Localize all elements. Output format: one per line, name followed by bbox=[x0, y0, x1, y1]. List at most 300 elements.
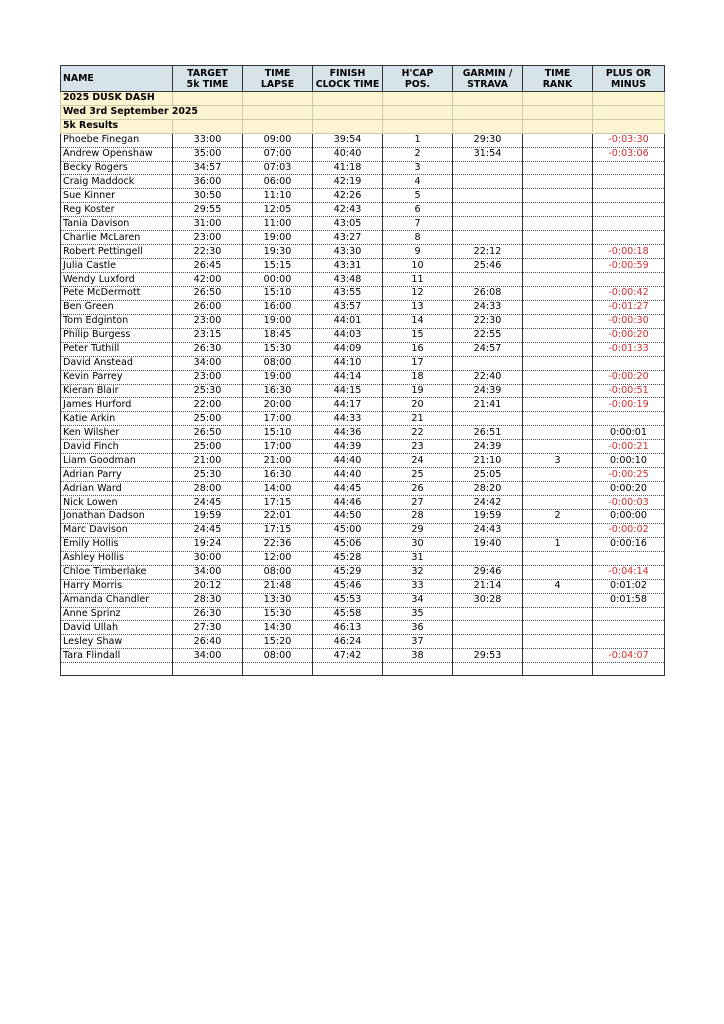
time-rank bbox=[523, 593, 593, 607]
target-time: 19:59 bbox=[173, 509, 243, 523]
target-time: 23:00 bbox=[173, 314, 243, 328]
table-row bbox=[61, 496, 665, 510]
target-time: 26:30 bbox=[173, 607, 243, 621]
plus-minus bbox=[593, 635, 665, 649]
plus-minus bbox=[593, 551, 665, 565]
table-row bbox=[61, 273, 665, 287]
hcap-pos: 30 bbox=[383, 537, 453, 551]
time-lapse: 12:05 bbox=[243, 203, 313, 217]
time-lapse: 21:48 bbox=[243, 579, 313, 593]
time-lapse: 08:00 bbox=[243, 565, 313, 579]
time-rank bbox=[523, 607, 593, 621]
table-row bbox=[61, 259, 665, 273]
runner-name: Adrian Ward bbox=[61, 482, 173, 496]
time-lapse: 07:03 bbox=[243, 161, 313, 175]
plus-minus: -0:00:03 bbox=[593, 496, 665, 510]
garmin-time bbox=[453, 551, 523, 565]
time-lapse: 17:00 bbox=[243, 412, 313, 426]
table-row bbox=[61, 370, 665, 384]
finish-time: 45:00 bbox=[313, 523, 383, 537]
table-row bbox=[61, 189, 665, 203]
finish-time: 44:40 bbox=[313, 468, 383, 482]
runner-name: Anne Sprinz bbox=[61, 607, 173, 621]
hcap-pos: 24 bbox=[383, 454, 453, 468]
time-rank bbox=[523, 217, 593, 231]
title-row bbox=[61, 92, 665, 106]
target-time: 26:30 bbox=[173, 342, 243, 356]
header-rank: TIME RANK bbox=[523, 66, 593, 92]
table-row bbox=[61, 300, 665, 314]
time-rank bbox=[523, 635, 593, 649]
target-time: 26:45 bbox=[173, 259, 243, 273]
results-rows bbox=[61, 133, 665, 676]
table-row bbox=[61, 565, 665, 579]
garmin-time: 19:40 bbox=[453, 537, 523, 551]
plus-minus: 0:00:01 bbox=[593, 426, 665, 440]
table-row bbox=[61, 398, 665, 412]
plus-minus: -0:00:51 bbox=[593, 384, 665, 398]
time-lapse: 15:15 bbox=[243, 259, 313, 273]
runner-name: Jonathan Dadson bbox=[61, 509, 173, 523]
plus-minus: -0:00:21 bbox=[593, 440, 665, 454]
time-rank bbox=[523, 426, 593, 440]
hcap-pos: 11 bbox=[383, 273, 453, 287]
time-rank bbox=[523, 259, 593, 273]
table-row bbox=[61, 133, 665, 147]
subtitle-row bbox=[61, 119, 665, 133]
garmin-time: 29:46 bbox=[453, 565, 523, 579]
finish-time: 45:46 bbox=[313, 579, 383, 593]
garmin-time bbox=[453, 356, 523, 370]
hcap-pos: 27 bbox=[383, 496, 453, 510]
finish-time: 44:10 bbox=[313, 356, 383, 370]
time-rank bbox=[523, 300, 593, 314]
garmin-time: 24:33 bbox=[453, 300, 523, 314]
time-rank bbox=[523, 523, 593, 537]
runner-name: Philip Burgess bbox=[61, 328, 173, 342]
hcap-pos: 23 bbox=[383, 440, 453, 454]
garmin-time bbox=[453, 273, 523, 287]
runner-name: Chloe Timberlake bbox=[61, 565, 173, 579]
plus-minus: 0:00:16 bbox=[593, 537, 665, 551]
hcap-pos: 36 bbox=[383, 621, 453, 635]
hcap-pos: 8 bbox=[383, 231, 453, 245]
plus-minus: 0:01:02 bbox=[593, 579, 665, 593]
finish-time: 41:18 bbox=[313, 161, 383, 175]
finish-time: 43:57 bbox=[313, 300, 383, 314]
table-row bbox=[61, 440, 665, 454]
time-lapse: 17:00 bbox=[243, 440, 313, 454]
finish-time: 40:40 bbox=[313, 147, 383, 161]
finish-time: 44:46 bbox=[313, 496, 383, 510]
time-rank bbox=[523, 189, 593, 203]
time-lapse: 11:00 bbox=[243, 217, 313, 231]
target-time: 34:57 bbox=[173, 161, 243, 175]
plus-minus: -0:00:20 bbox=[593, 328, 665, 342]
plus-minus: -0:00:02 bbox=[593, 523, 665, 537]
finish-time: 47:42 bbox=[313, 649, 383, 663]
hcap-pos: 10 bbox=[383, 259, 453, 273]
finish-time: 44:50 bbox=[313, 509, 383, 523]
time-lapse: 18:45 bbox=[243, 328, 313, 342]
plus-minus bbox=[593, 273, 665, 287]
target-time: 22:00 bbox=[173, 398, 243, 412]
target-time: 34:00 bbox=[173, 356, 243, 370]
header-plus: PLUS OR MINUS bbox=[593, 66, 665, 92]
garmin-time: 22:55 bbox=[453, 328, 523, 342]
garmin-time: 22:40 bbox=[453, 370, 523, 384]
garmin-time: 19:59 bbox=[453, 509, 523, 523]
finish-time: 44:01 bbox=[313, 314, 383, 328]
time-lapse: 16:30 bbox=[243, 384, 313, 398]
hcap-pos: 14 bbox=[383, 314, 453, 328]
time-lapse: 17:15 bbox=[243, 523, 313, 537]
hcap-pos: 17 bbox=[383, 356, 453, 370]
garmin-time bbox=[453, 231, 523, 245]
time-rank bbox=[523, 342, 593, 356]
finish-time: 44:03 bbox=[313, 328, 383, 342]
runner-name: James Hurford bbox=[61, 398, 173, 412]
garmin-time bbox=[453, 203, 523, 217]
hcap-pos: 4 bbox=[383, 175, 453, 189]
column-header-row bbox=[61, 66, 665, 92]
hcap-pos: 31 bbox=[383, 551, 453, 565]
plus-minus bbox=[593, 161, 665, 175]
runner-name: Wendy Luxford bbox=[61, 273, 173, 287]
plus-minus: 0:00:10 bbox=[593, 454, 665, 468]
table-row bbox=[61, 231, 665, 245]
finish-time: 46:24 bbox=[313, 635, 383, 649]
time-rank bbox=[523, 496, 593, 510]
target-time: 21:00 bbox=[173, 454, 243, 468]
garmin-time bbox=[453, 412, 523, 426]
table-row bbox=[61, 342, 665, 356]
garmin-time: 22:30 bbox=[453, 314, 523, 328]
time-rank bbox=[523, 328, 593, 342]
runner-name: Phoebe Finegan bbox=[61, 133, 173, 147]
finish-time: 43:48 bbox=[313, 273, 383, 287]
plus-minus: 0:00:00 bbox=[593, 509, 665, 523]
hcap-pos: 16 bbox=[383, 342, 453, 356]
hcap-pos: 20 bbox=[383, 398, 453, 412]
header-name: NAME bbox=[61, 66, 173, 92]
target-time: 19:24 bbox=[173, 537, 243, 551]
table-row bbox=[61, 384, 665, 398]
time-lapse: 14:30 bbox=[243, 621, 313, 635]
table-row bbox=[61, 175, 665, 189]
garmin-time: 21:41 bbox=[453, 398, 523, 412]
time-rank: 1 bbox=[523, 537, 593, 551]
hcap-pos: 33 bbox=[383, 579, 453, 593]
garmin-time bbox=[453, 189, 523, 203]
finish-time: 44:39 bbox=[313, 440, 383, 454]
runner-name: Harry Morris bbox=[61, 579, 173, 593]
table-row bbox=[61, 426, 665, 440]
garmin-time: 25:05 bbox=[453, 468, 523, 482]
table-row bbox=[61, 161, 665, 175]
hcap-pos: 6 bbox=[383, 203, 453, 217]
time-lapse: 15:20 bbox=[243, 635, 313, 649]
target-time: 30:50 bbox=[173, 189, 243, 203]
runner-name: Ken Wilsher bbox=[61, 426, 173, 440]
hcap-pos: 21 bbox=[383, 412, 453, 426]
target-time: 26:50 bbox=[173, 286, 243, 300]
plus-minus bbox=[593, 203, 665, 217]
plus-minus bbox=[593, 356, 665, 370]
header-lapse: TIME LAPSE bbox=[243, 66, 313, 92]
table-row bbox=[61, 314, 665, 328]
time-lapse: 15:10 bbox=[243, 426, 313, 440]
time-rank bbox=[523, 203, 593, 217]
plus-minus: -0:04:07 bbox=[593, 649, 665, 663]
finish-time: 44:40 bbox=[313, 454, 383, 468]
target-time: 31:00 bbox=[173, 217, 243, 231]
runner-name: David Anstead bbox=[61, 356, 173, 370]
runner-name: Marc Davison bbox=[61, 523, 173, 537]
header-garmin: GARMIN / STRAVA bbox=[453, 66, 523, 92]
finish-time: 45:28 bbox=[313, 551, 383, 565]
info-block bbox=[61, 92, 665, 134]
table-row bbox=[61, 509, 665, 523]
finish-time: 44:33 bbox=[313, 412, 383, 426]
time-lapse: 06:00 bbox=[243, 175, 313, 189]
time-rank bbox=[523, 384, 593, 398]
runner-name: Amanda Chandler bbox=[61, 593, 173, 607]
hcap-pos: 26 bbox=[383, 482, 453, 496]
results-subtitle: 5k Results bbox=[61, 119, 173, 133]
time-rank: 2 bbox=[523, 509, 593, 523]
time-rank: 4 bbox=[523, 579, 593, 593]
finish-time: 44:17 bbox=[313, 398, 383, 412]
target-time: 30:00 bbox=[173, 551, 243, 565]
time-lapse: 19:00 bbox=[243, 314, 313, 328]
finish-time: 42:19 bbox=[313, 175, 383, 189]
plus-minus bbox=[593, 175, 665, 189]
target-time: 25:30 bbox=[173, 384, 243, 398]
results-table bbox=[60, 65, 665, 676]
time-rank bbox=[523, 649, 593, 663]
target-time: 25:00 bbox=[173, 412, 243, 426]
runner-name: Julia Castle bbox=[61, 259, 173, 273]
finish-time: 44:36 bbox=[313, 426, 383, 440]
table-row bbox=[61, 468, 665, 482]
event-date: Wed 3rd September 2025 bbox=[61, 105, 243, 119]
time-lapse: 15:30 bbox=[243, 342, 313, 356]
runner-name: Tom Edginton bbox=[61, 314, 173, 328]
finish-time: 45:58 bbox=[313, 607, 383, 621]
time-lapse: 22:01 bbox=[243, 509, 313, 523]
finish-time: 46:13 bbox=[313, 621, 383, 635]
hcap-pos: 29 bbox=[383, 523, 453, 537]
plus-minus: -0:00:42 bbox=[593, 286, 665, 300]
target-time: 36:00 bbox=[173, 175, 243, 189]
time-rank bbox=[523, 286, 593, 300]
target-time: 34:00 bbox=[173, 649, 243, 663]
garmin-time: 21:10 bbox=[453, 454, 523, 468]
table-row bbox=[61, 203, 665, 217]
header-finish: FINISH CLOCK TIME bbox=[313, 66, 383, 92]
garmin-time: 30:28 bbox=[453, 593, 523, 607]
runner-name: Lesley Shaw bbox=[61, 635, 173, 649]
plus-minus: -0:01:27 bbox=[593, 300, 665, 314]
target-time: 25:30 bbox=[173, 468, 243, 482]
plus-minus: -0:03:30 bbox=[593, 133, 665, 147]
date-row bbox=[61, 105, 665, 119]
plus-minus: -0:00:18 bbox=[593, 245, 665, 259]
runner-name: Kevin Parrey bbox=[61, 370, 173, 384]
runner-name: Kieran Blair bbox=[61, 384, 173, 398]
runner-name: Liam Goodman bbox=[61, 454, 173, 468]
table-row bbox=[61, 579, 665, 593]
garmin-time: 29:53 bbox=[453, 649, 523, 663]
plus-minus: -0:00:25 bbox=[593, 468, 665, 482]
time-rank bbox=[523, 245, 593, 259]
plus-minus bbox=[593, 607, 665, 621]
plus-minus: -0:03:06 bbox=[593, 147, 665, 161]
hcap-pos: 32 bbox=[383, 565, 453, 579]
garmin-time: 24:39 bbox=[453, 440, 523, 454]
target-time: 23:00 bbox=[173, 370, 243, 384]
runner-name: Becky Rogers bbox=[61, 161, 173, 175]
plus-minus bbox=[593, 412, 665, 426]
finish-time: 42:43 bbox=[313, 203, 383, 217]
event-title: 2025 DUSK DASH bbox=[61, 92, 173, 106]
target-time: 28:00 bbox=[173, 482, 243, 496]
empty-row bbox=[61, 663, 665, 676]
plus-minus: -0:00:30 bbox=[593, 314, 665, 328]
plus-minus bbox=[593, 189, 665, 203]
plus-minus bbox=[593, 217, 665, 231]
hcap-pos: 35 bbox=[383, 607, 453, 621]
finish-time: 45:29 bbox=[313, 565, 383, 579]
table-row bbox=[61, 551, 665, 565]
hcap-pos: 5 bbox=[383, 189, 453, 203]
time-lapse: 20:00 bbox=[243, 398, 313, 412]
target-time: 24:45 bbox=[173, 523, 243, 537]
plus-minus: -0:01:33 bbox=[593, 342, 665, 356]
finish-time: 45:53 bbox=[313, 593, 383, 607]
time-lapse: 19:00 bbox=[243, 231, 313, 245]
garmin-time: 21:14 bbox=[453, 579, 523, 593]
target-time: 29:55 bbox=[173, 203, 243, 217]
time-lapse: 15:30 bbox=[243, 607, 313, 621]
target-time: 20:12 bbox=[173, 579, 243, 593]
hcap-pos: 2 bbox=[383, 147, 453, 161]
table-row bbox=[61, 286, 665, 300]
table-row bbox=[61, 537, 665, 551]
time-rank bbox=[523, 133, 593, 147]
header-hcap: H'CAP POS. bbox=[383, 66, 453, 92]
time-lapse: 15:10 bbox=[243, 286, 313, 300]
time-lapse: 13:30 bbox=[243, 593, 313, 607]
target-time: 27:30 bbox=[173, 621, 243, 635]
table-row bbox=[61, 245, 665, 259]
time-lapse: 22:36 bbox=[243, 537, 313, 551]
time-lapse: 11:10 bbox=[243, 189, 313, 203]
time-rank bbox=[523, 482, 593, 496]
target-time: 35:00 bbox=[173, 147, 243, 161]
hcap-pos: 13 bbox=[383, 300, 453, 314]
hcap-pos: 12 bbox=[383, 286, 453, 300]
hcap-pos: 22 bbox=[383, 426, 453, 440]
hcap-pos: 19 bbox=[383, 384, 453, 398]
hcap-pos: 1 bbox=[383, 133, 453, 147]
runner-name: Craig Maddock bbox=[61, 175, 173, 189]
plus-minus: -0:00:20 bbox=[593, 370, 665, 384]
garmin-time bbox=[453, 635, 523, 649]
target-time: 26:00 bbox=[173, 300, 243, 314]
runner-name: David Finch bbox=[61, 440, 173, 454]
table-row bbox=[61, 649, 665, 663]
runner-name: Reg Koster bbox=[61, 203, 173, 217]
table-row bbox=[61, 621, 665, 635]
table-row bbox=[61, 523, 665, 537]
hcap-pos: 18 bbox=[383, 370, 453, 384]
finish-time: 42:26 bbox=[313, 189, 383, 203]
table-row bbox=[61, 328, 665, 342]
finish-time: 43:05 bbox=[313, 217, 383, 231]
finish-time: 44:15 bbox=[313, 384, 383, 398]
time-rank bbox=[523, 370, 593, 384]
runner-name: Peter Tuthill bbox=[61, 342, 173, 356]
time-rank bbox=[523, 175, 593, 189]
finish-time: 44:14 bbox=[313, 370, 383, 384]
time-lapse: 17:15 bbox=[243, 496, 313, 510]
runner-name: Tania Davison bbox=[61, 217, 173, 231]
target-time: 33:00 bbox=[173, 133, 243, 147]
time-rank bbox=[523, 412, 593, 426]
garmin-time bbox=[453, 607, 523, 621]
time-lapse: 08:00 bbox=[243, 356, 313, 370]
target-time: 28:30 bbox=[173, 593, 243, 607]
hcap-pos: 37 bbox=[383, 635, 453, 649]
garmin-time bbox=[453, 217, 523, 231]
runner-name: Pete McDermott bbox=[61, 286, 173, 300]
table-row bbox=[61, 412, 665, 426]
garmin-time: 24:39 bbox=[453, 384, 523, 398]
time-lapse: 08:00 bbox=[243, 649, 313, 663]
finish-time: 39:54 bbox=[313, 133, 383, 147]
time-lapse: 16:00 bbox=[243, 300, 313, 314]
results-sheet bbox=[60, 65, 665, 676]
time-rank bbox=[523, 551, 593, 565]
target-time: 22:30 bbox=[173, 245, 243, 259]
finish-time: 43:55 bbox=[313, 286, 383, 300]
target-time: 26:40 bbox=[173, 635, 243, 649]
runner-name: Nick Lowen bbox=[61, 496, 173, 510]
time-lapse: 16:30 bbox=[243, 468, 313, 482]
table-row bbox=[61, 593, 665, 607]
time-rank bbox=[523, 565, 593, 579]
runner-name: David Ullah bbox=[61, 621, 173, 635]
time-lapse: 09:00 bbox=[243, 133, 313, 147]
table-row bbox=[61, 356, 665, 370]
plus-minus: -0:00:59 bbox=[593, 259, 665, 273]
plus-minus: -0:04:14 bbox=[593, 565, 665, 579]
garmin-time: 24:43 bbox=[453, 523, 523, 537]
finish-time: 43:27 bbox=[313, 231, 383, 245]
table-row bbox=[61, 454, 665, 468]
time-lapse: 14:00 bbox=[243, 482, 313, 496]
time-lapse: 19:00 bbox=[243, 370, 313, 384]
hcap-pos: 25 bbox=[383, 468, 453, 482]
runner-name: Katie Arkin bbox=[61, 412, 173, 426]
time-lapse: 07:00 bbox=[243, 147, 313, 161]
hcap-pos: 7 bbox=[383, 217, 453, 231]
garmin-time: 31:54 bbox=[453, 147, 523, 161]
finish-time: 44:45 bbox=[313, 482, 383, 496]
table-row bbox=[61, 482, 665, 496]
